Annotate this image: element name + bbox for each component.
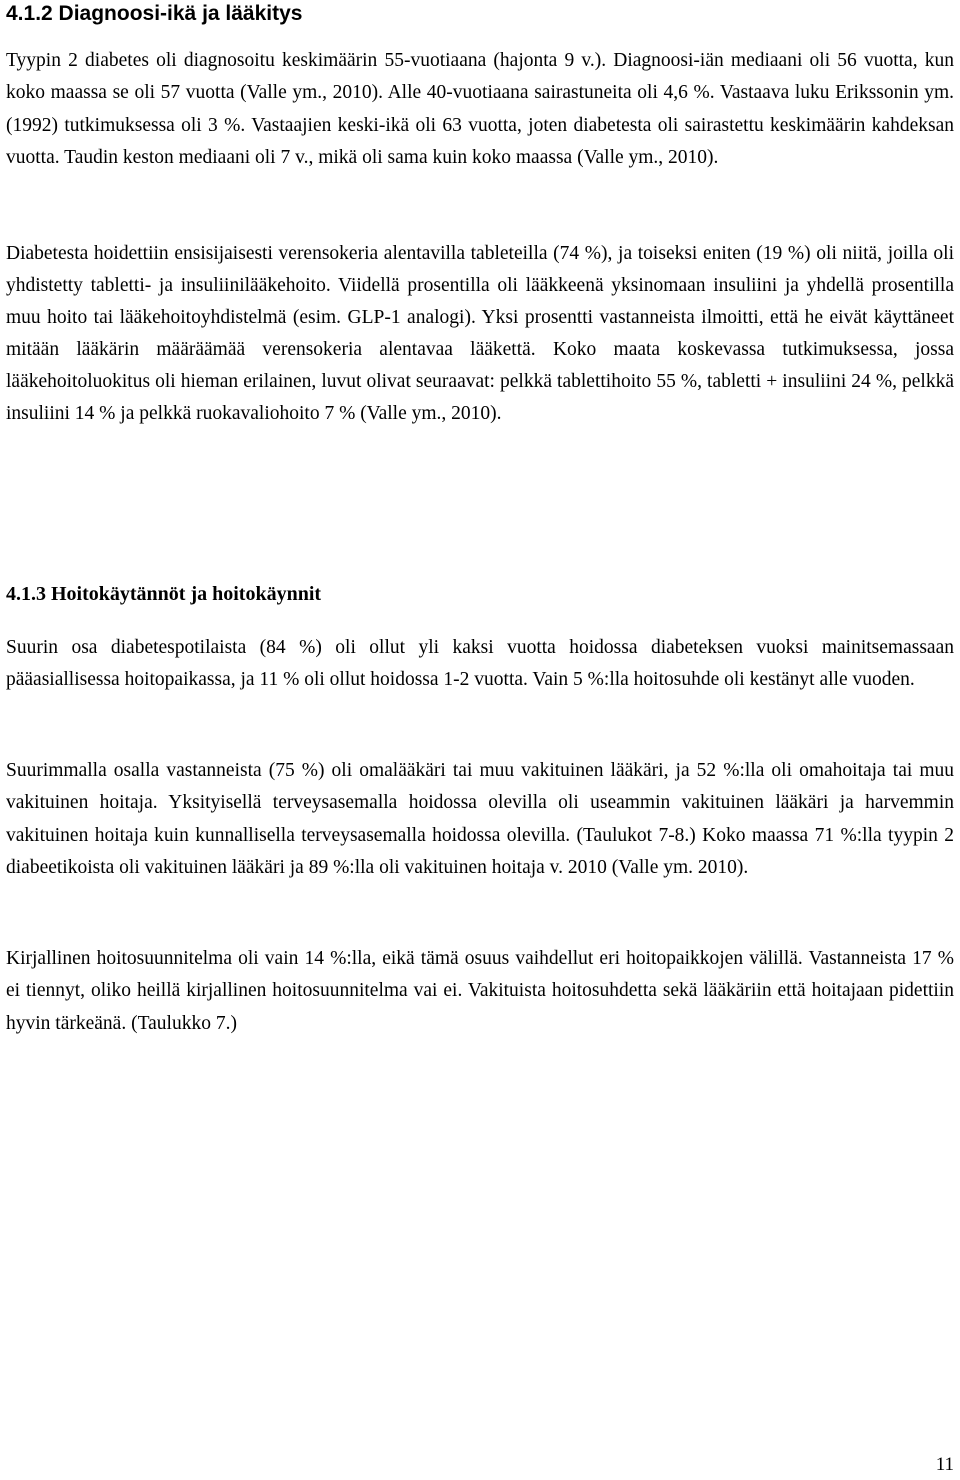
paragraph-medication: Diabetesta hoidettiin ensisijaisesti verensokeria alentavilla tableteilla (74 %), ja toiseksi eniten (19 %) oli niitä, joilla oli yhdistetty tabletti- ja insuliinilääkehoito. Viidellä prosentilla oli lääkkeenä yksinomaan insuliini ja yhdellä prosentilla muu hoito tai lääkehoitoyhdistelmä (esim. GLP-1 analogi). Yksi prosentti vastanneista ilmoitti, että he eivät käyttäneet mitään lääkärin määräämää verensokeria alentavaa lääkettä. Koko maata koskevassa tutkimuksessa, jossa lääkehoitoluokitus oli hieman erilainen, luvut olivat seuraavat: pelkkä tablettihoito 55 %, tabletti + insuliini 24 %, pelkkä insuliini 14 % ja pelkkä ruokavaliohoito 7 % (Valle ym., 2010). [6,243,954,424]
paragraph-diagnosis-age: Tyypin 2 diabetes oli diagnosoitu keskimäärin 55-vuotiaana (hajonta 9 v.). Diagnoosi-iän mediaani oli 56 vuotta, kun koko maassa se oli 57 vuotta (Valle ym., 2010). Alle 40-vuotiaana sairastuneita oli 4,6 %. Vastaava luku Erikssonin ym. (1992) tutkimuksessa oli 3 %. Vastaajien keski-ikä oli 63 vuotta, joten diabetesta oli sairastettu keskimäärin kahdeksan vuotta. Taudin keston mediaani oli 7 v., mikä oli sama kuin koko maassa (Valle ym., 2010). [6,50,954,168]
paragraph-written-care-plan: Kirjallinen hoitosuunnitelma oli vain 14 %:lla, eikä tämä osuus vaihdellut eri hoitopaikkojen välillä. Vastanneista 17 % ei tiennyt, oliko heillä kirjallinen hoitosuunnitelma vai ei. Vakituista hoitosuhdetta sekä lääkäriin että hoitajaan pidettiin hyvin tärkeänä. (Taulukko 7.) [6,948,954,1034]
paragraph-regular-doctor-nurse: Suurimmalla osalla vastanneista (75 %) oli omalääkäri tai muu vakituinen lääkäri, ja 52 %:lla oli omahoitaja tai muu vakituinen hoitaja. Yksityisellä terveysasemalla hoidossa olevilla oli useammin vakituinen lääkäri ja harvemmin vakituinen hoitaja kuin kunnallisella terveysasemalla hoidossa olevilla. (Taulukot 7-8.) Koko maassa 71 %:lla tyypin 2 diabeetikoista oli vakituinen lääkäri ja 89 %:lla oli vakituinen hoitaja v. 2010 (Valle ym. 2010). [6,760,954,878]
page-number: 11 [935,1454,954,1475]
paragraph-treatment-duration: Suurin osa diabetespotilaista (84 %) oli ollut yli kaksi vuotta hoidossa diabeteksen vuoksi mainitsemassaan pääasiallisessa hoitopaikassa, ja 11 % oli ollut hoidossa 1-2 vuotta. Vain 5 %:lla hoitosuhde oli kestänyt alle vuoden. [6,637,954,691]
section-heading-4-1-2: 4.1.2 Diagnoosi-ikä ja lääkitys [6,2,303,25]
section-heading-4-1-3: 4.1.3 Hoitokäytännöt ja hoitokäynnit [6,583,322,605]
